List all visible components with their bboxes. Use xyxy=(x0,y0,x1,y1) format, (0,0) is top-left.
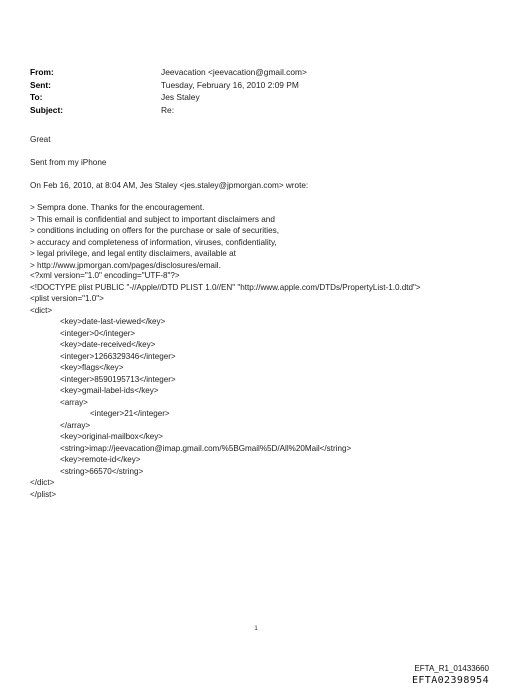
xml-line: <integer>0</integer> xyxy=(60,328,136,338)
xml-line: <integer>21</integer> xyxy=(90,409,170,418)
xml-line: </plist> xyxy=(30,489,57,499)
greeting: Great xyxy=(30,135,51,144)
to-label: To: xyxy=(30,92,43,103)
xml-line: <array> xyxy=(60,397,88,407)
quoted-line: > This email is confidential and subject to important disclaimers and xyxy=(30,214,275,224)
xml-line: <!DOCTYPE plist PUBLIC "-//Apple//DTD PLIST 1.0//EN" "http://www.apple.com/DTDs/PropertyList-1.0.dtd"> xyxy=(30,282,421,292)
xml-line: </array> xyxy=(60,420,91,430)
xml-line: <string>imap://jeevacation@imap.gmail.com/%5BGmail%5D/All%20Mail</string> xyxy=(60,443,352,453)
sent-row xyxy=(30,79,307,92)
subject-label: Subject: xyxy=(30,104,64,115)
email-header xyxy=(30,66,307,116)
efta-reference-small: EFTA_R1_01433660 xyxy=(414,664,489,673)
efta-reference-stamp: EFTA02398954 xyxy=(411,675,489,686)
subject-value: Re: xyxy=(161,104,175,115)
page-number: 1 xyxy=(254,625,258,632)
xml-line: <key>original-mailbox</key> xyxy=(60,432,164,441)
xml-line: <plist version="1.0"> xyxy=(30,294,104,303)
plist-xml xyxy=(30,270,421,500)
xml-line: <integer>8590195713</integer> xyxy=(60,374,176,384)
quote-intro: On Feb 16, 2010, at 8:04 AM, Jes Staley <jes.staley@jpmorgan.com> wrote: xyxy=(30,181,309,190)
to-row xyxy=(30,91,307,104)
xml-line: <integer>1266329346</integer> xyxy=(60,351,176,361)
xml-line: <key>flags</key> xyxy=(60,363,124,372)
quoted-line: > conditions including on offers for the purchase or sale of securities, xyxy=(30,226,280,235)
xml-line: <dict> xyxy=(30,305,53,315)
sent-label: Sent: xyxy=(30,79,51,90)
to-value: Jes Staley xyxy=(161,92,200,103)
subject-row xyxy=(30,104,307,117)
quoted-line: > http://www.jpmorgan.com/pages/disclosures/email. xyxy=(30,260,221,270)
xml-line: <key>date-received</key> xyxy=(60,340,156,349)
sent-value: Tuesday, February 16, 2010 2:09 PM xyxy=(161,79,299,90)
quoted-line: > accuracy and completeness of information, viruses, confidentiality, xyxy=(30,237,277,247)
signature: Sent from my iPhone xyxy=(30,158,107,167)
quoted-message xyxy=(30,202,279,271)
xml-line: <key>date-last-viewed</key> xyxy=(60,317,166,326)
from-row xyxy=(30,66,307,79)
from-label: From: xyxy=(30,67,54,77)
xml-line: <string>66570</string> xyxy=(60,466,144,476)
xml-line: </dict> xyxy=(30,478,55,487)
xml-line: <key>remote-id</key> xyxy=(60,455,141,464)
xml-line: <key>gmail-label-ids</key> xyxy=(60,386,159,395)
xml-line: <?xml version="1.0" encoding="UTF-8"?> xyxy=(30,271,180,280)
quoted-line: > legal privilege, and legal entity disclaimers, available at xyxy=(30,249,236,258)
quoted-line: > Sempra done. Thanks for the encouragement. xyxy=(30,203,205,212)
from-value: Jeevacation <jeevacation@gmail.com> xyxy=(161,67,307,77)
